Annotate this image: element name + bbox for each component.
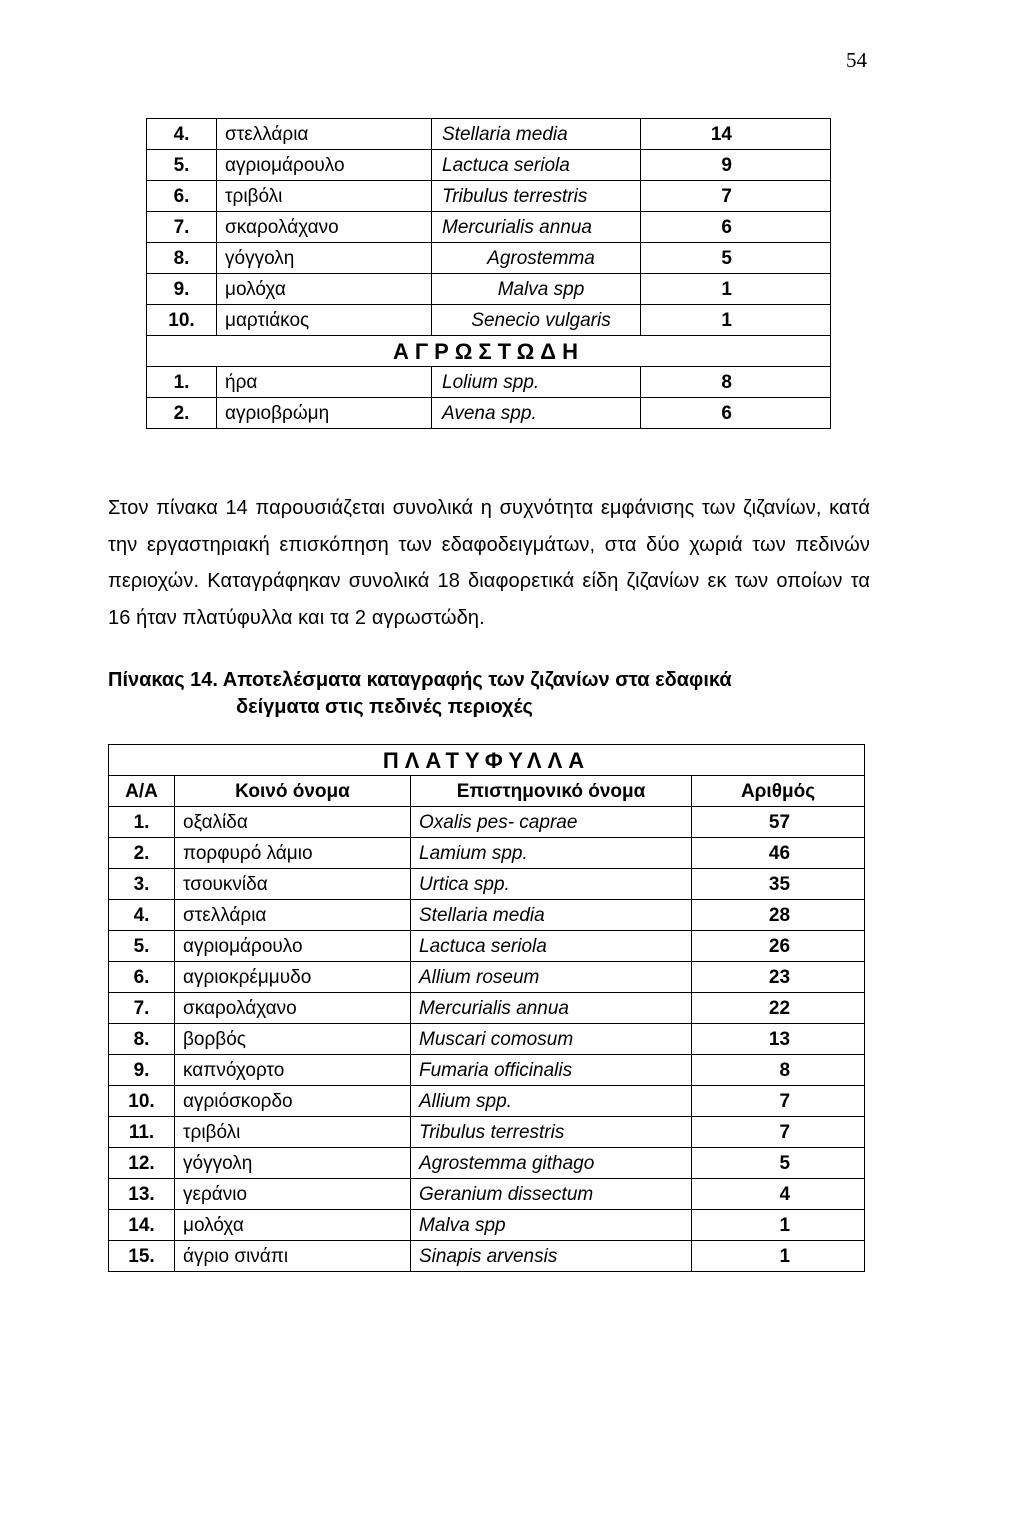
scientific-name: Stellaria media — [432, 119, 641, 150]
header-scientific-name: Επιστημονικό όνομα — [411, 776, 692, 807]
count-value: 13 — [692, 1024, 865, 1055]
scientific-name: Avena spp. — [432, 398, 641, 429]
common-name: άγριο σινάπι — [175, 1241, 411, 1272]
table-row — [109, 962, 865, 993]
row-number: 4. — [109, 900, 175, 931]
common-name: σκαρολάχανο — [217, 212, 432, 243]
row-number: 14. — [109, 1210, 175, 1241]
row-number: 11. — [109, 1117, 175, 1148]
scientific-name: Lactuca seriola — [411, 931, 692, 962]
row-number: 2. — [147, 398, 217, 429]
table-row — [109, 1210, 865, 1241]
table-row — [109, 1179, 865, 1210]
scientific-name: Malva spp — [411, 1210, 692, 1241]
common-name: τριβόλι — [175, 1117, 411, 1148]
scientific-name: Mercurialis annua — [411, 993, 692, 1024]
group-row-broadleaf — [109, 745, 865, 776]
common-name: γόγγολη — [175, 1148, 411, 1179]
count-value: 26 — [692, 931, 865, 962]
caption-line-2: δείγματα στις πεδινές περιοχές — [236, 696, 533, 718]
table-row — [147, 119, 831, 150]
row-number: 9. — [147, 274, 217, 305]
group-row-grasses — [147, 336, 831, 367]
table-row — [109, 1148, 865, 1179]
count-value: 4 — [692, 1179, 865, 1210]
scientific-name: Allium roseum — [411, 962, 692, 993]
row-number: 15. — [109, 1241, 175, 1272]
common-name: πορφυρό λάμιο — [175, 838, 411, 869]
count-value: 23 — [692, 962, 865, 993]
table-caption — [108, 667, 868, 721]
common-name: αγριομάρουλο — [217, 150, 432, 181]
common-name: οξαλίδα — [175, 807, 411, 838]
page-number: 54 — [846, 48, 867, 72]
grass-rows — [147, 367, 831, 429]
count-value: 7 — [641, 181, 831, 212]
common-name: γεράνιο — [175, 1179, 411, 1210]
table-row — [109, 869, 865, 900]
scientific-name: Urtica spp. — [411, 869, 692, 900]
count-value: 1 — [692, 1210, 865, 1241]
scientific-name: Sinapis arvensis — [411, 1241, 692, 1272]
row-number: 9. — [109, 1055, 175, 1086]
table-row — [109, 900, 865, 931]
table-row — [147, 398, 831, 429]
row-number: 1. — [147, 367, 217, 398]
count-value: 57 — [692, 807, 865, 838]
body-paragraph: Στον πίνακα 14 παρουσιάζεται συνολικά η συχνότητα εμφάνισης των ζιζανίων, κατά την εργαστηριακή επισκόπηση των εδαφοδειγμάτων, στα δύο χωριά των πεδινών περιοχών. Καταγράφηκαν συνολικά 18 διαφορετικά είδη ζιζανίων εκ των οποίων τα 16 ήταν πλατύφυλλα και τα 2 αγρωστώδη. — [108, 497, 870, 629]
common-name: τριβόλι — [217, 181, 432, 212]
common-name: μολόχα — [175, 1210, 411, 1241]
table-row — [147, 150, 831, 181]
common-name: αγριοκρέμμυδο — [175, 962, 411, 993]
group-label-grasses: ΑΓΡΩΣΤΩΔΗ — [147, 336, 831, 367]
common-name: στελλάρια — [175, 900, 411, 931]
row-number: 13. — [109, 1179, 175, 1210]
scientific-name: Lolium spp. — [432, 367, 641, 398]
common-name: γόγγολη — [217, 243, 432, 274]
header-common-name: Κοινό όνομα — [175, 776, 411, 807]
table-row — [147, 243, 831, 274]
common-name: μολόχα — [217, 274, 432, 305]
broadleaf-rows — [147, 119, 831, 336]
table-row — [109, 838, 865, 869]
weed-table-14 — [108, 744, 865, 1272]
row-number: 4. — [147, 119, 217, 150]
scientific-name: Stellaria media — [411, 900, 692, 931]
header-index: Α/Α — [109, 776, 175, 807]
count-value: 5 — [692, 1148, 865, 1179]
row-number: 8. — [147, 243, 217, 274]
scientific-name: Malva spp — [432, 274, 641, 305]
table-row — [147, 212, 831, 243]
header-count: Αριθμός — [692, 776, 865, 807]
count-value: 5 — [641, 243, 831, 274]
common-name: αγριόσκορδο — [175, 1086, 411, 1117]
table-row — [109, 1086, 865, 1117]
header-row — [109, 776, 865, 807]
caption-line-1: Πίνακας 14. Αποτελέσματα καταγραφής των ζιζανίων στα εδαφικά — [108, 669, 732, 691]
count-value: 9 — [641, 150, 831, 181]
common-name: καπνόχορτο — [175, 1055, 411, 1086]
table-row — [109, 807, 865, 838]
count-value: 7 — [692, 1117, 865, 1148]
count-value: 7 — [692, 1086, 865, 1117]
row-number: 10. — [109, 1086, 175, 1117]
count-value: 8 — [641, 367, 831, 398]
common-name: ήρα — [217, 367, 432, 398]
table-row — [147, 367, 831, 398]
scientific-name: Tribulus terrestris — [432, 181, 641, 212]
row-number: 12. — [109, 1148, 175, 1179]
count-value: 1 — [641, 305, 831, 336]
row-number: 7. — [147, 212, 217, 243]
count-value: 8 — [692, 1055, 865, 1086]
row-number: 6. — [109, 962, 175, 993]
table-row — [109, 1024, 865, 1055]
count-value: 22 — [692, 993, 865, 1024]
table-row — [147, 274, 831, 305]
count-value: 14 — [641, 119, 831, 150]
row-number: 8. — [109, 1024, 175, 1055]
scientific-name: Agrostemma — [432, 243, 641, 274]
row-number: 7. — [109, 993, 175, 1024]
scientific-name: Oxalis pes- caprae — [411, 807, 692, 838]
group-label-broadleaf: ΠΛΑΤΥΦΥΛΛΑ — [109, 745, 865, 776]
count-value: 46 — [692, 838, 865, 869]
scientific-name: Agrostemma githago — [411, 1148, 692, 1179]
row-number: 5. — [109, 931, 175, 962]
common-name: τσουκνίδα — [175, 869, 411, 900]
scientific-name: Allium spp. — [411, 1086, 692, 1117]
scientific-name: Muscari comosum — [411, 1024, 692, 1055]
table-row — [147, 181, 831, 212]
count-value: 35 — [692, 869, 865, 900]
row-number: 1. — [109, 807, 175, 838]
scientific-name: Tribulus terrestris — [411, 1117, 692, 1148]
count-value: 6 — [641, 398, 831, 429]
common-name: στελλάρια — [217, 119, 432, 150]
common-name: αγριομάρουλο — [175, 931, 411, 962]
table-row — [109, 1117, 865, 1148]
scientific-name: Mercurialis annua — [432, 212, 641, 243]
scientific-name: Lamium spp. — [411, 838, 692, 869]
scientific-name: Lactuca seriola — [432, 150, 641, 181]
common-name: αγριοβρώμη — [217, 398, 432, 429]
common-name: μαρτιάκος — [217, 305, 432, 336]
count-value: 1 — [692, 1241, 865, 1272]
row-number: 10. — [147, 305, 217, 336]
weed-table-continued — [146, 118, 831, 429]
row-number: 2. — [109, 838, 175, 869]
broadleaf-rows — [109, 807, 865, 1272]
row-number: 3. — [109, 869, 175, 900]
scientific-name: Senecio vulgaris — [432, 305, 641, 336]
table-row — [109, 993, 865, 1024]
table-row — [109, 931, 865, 962]
count-value: 6 — [641, 212, 831, 243]
row-number: 5. — [147, 150, 217, 181]
common-name: σκαρολάχανο — [175, 993, 411, 1024]
count-value: 28 — [692, 900, 865, 931]
scientific-name: Geranium dissectum — [411, 1179, 692, 1210]
count-value: 1 — [641, 274, 831, 305]
table-row — [147, 305, 831, 336]
scientific-name: Fumaria officinalis — [411, 1055, 692, 1086]
table-row — [109, 1055, 865, 1086]
table-row — [109, 1241, 865, 1272]
common-name: βορβός — [175, 1024, 411, 1055]
row-number: 6. — [147, 181, 217, 212]
